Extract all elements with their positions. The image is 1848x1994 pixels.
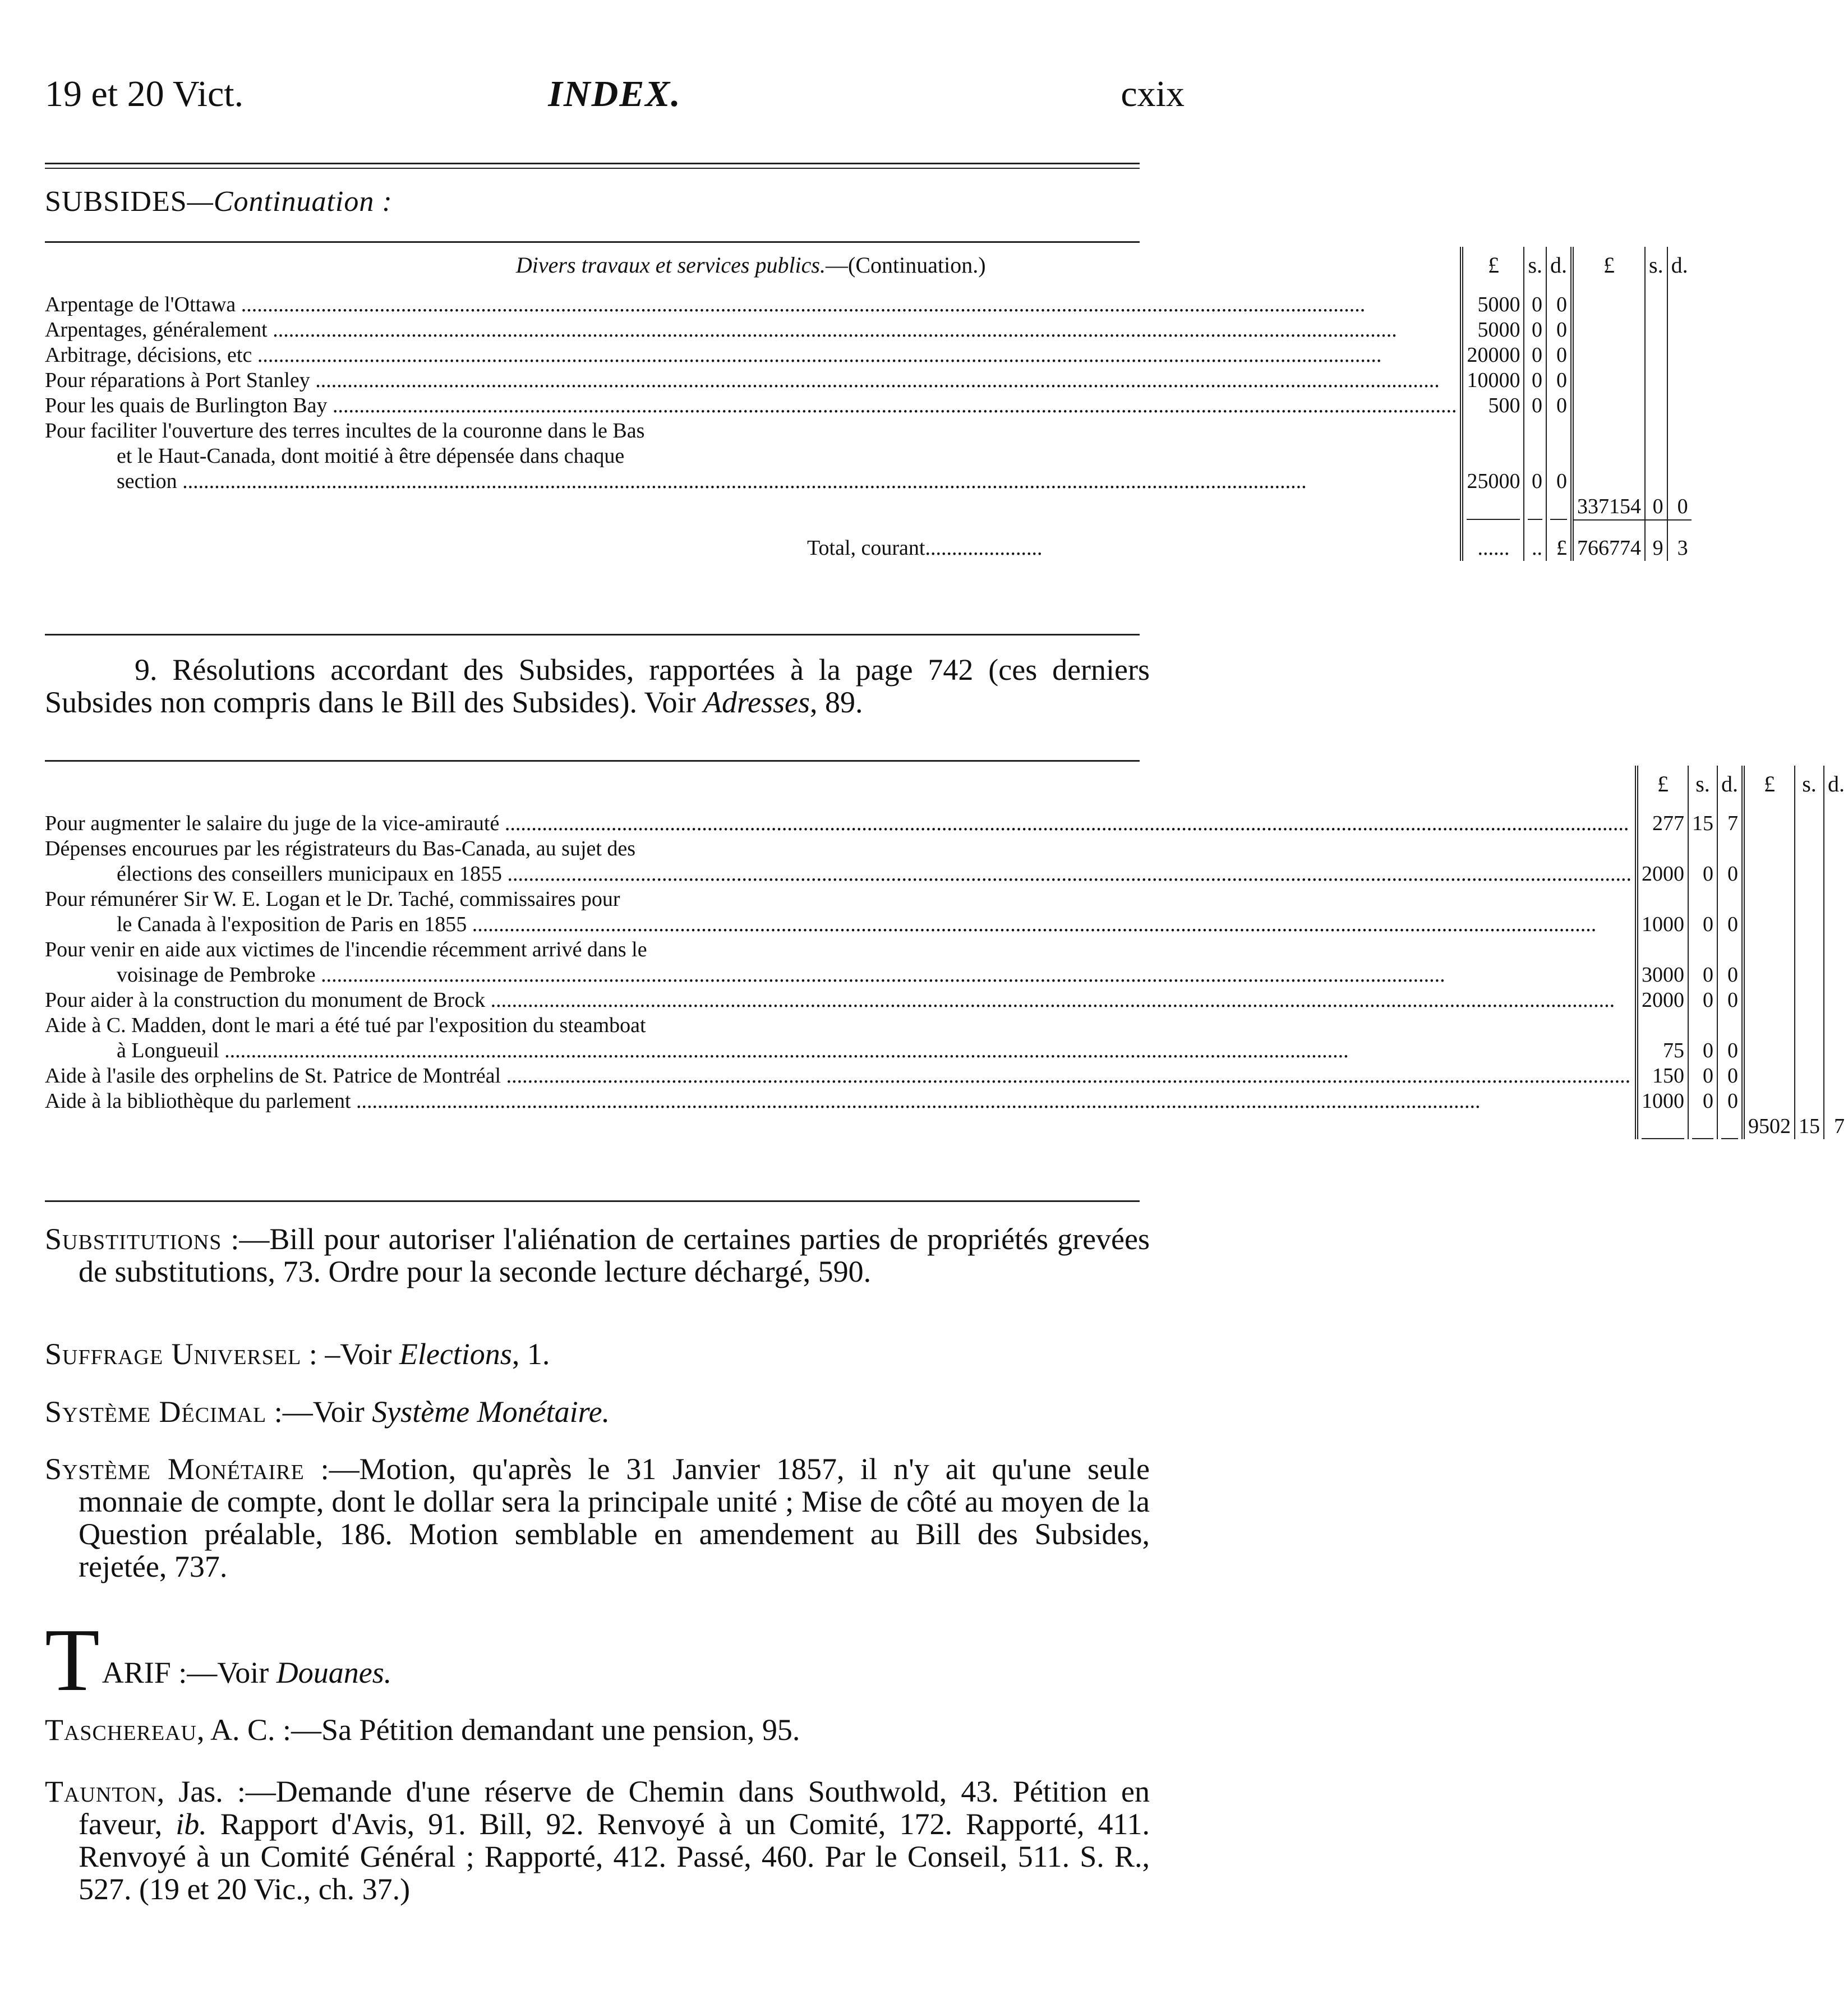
table2-bottom-rule [45, 1200, 1140, 1202]
table-row [45, 418, 1692, 444]
entry-taunton: Taunton, Jas. :—Demande d'une réserve de Chemin dans Southwold, 43. Pétition en faveur, ib. Rapport d'Avis, 91. Bill, 92. Renvoyé à un Comité, 172. Rapporté, 411. Renvoyé à un Comité Général ; Rapporté, 412. Passé, 460. Par le Conseil, 511. S. R., 527. (19 et 20 Vic., ch. 37.) [45, 1775, 1150, 1906]
row-amount-shillings: 15 [1688, 811, 1717, 836]
col-shillings: s. [1524, 247, 1546, 292]
col-shillings-total: s. [1645, 247, 1667, 292]
header-title: INDEX. [548, 73, 681, 114]
table-row [45, 1038, 1848, 1063]
col-pounds: £ [1462, 247, 1524, 292]
total-shillings: 9 [1645, 520, 1667, 561]
row-description: le Canada à l'exposition de Paris en 1855 ..... [45, 912, 1632, 937]
subtotal-pounds: 337154 [1572, 494, 1645, 520]
col-pence: d. [1546, 247, 1572, 292]
entry-systeme-decimal: Système Décimal :—Voir Système Monétaire. [45, 1395, 610, 1429]
table-row [45, 963, 1848, 988]
row-amount-pounds: 150 [1637, 1063, 1688, 1089]
table-row [45, 1089, 1848, 1114]
row-amount-shillings: 0 [1688, 1038, 1717, 1063]
row-amount-pounds: 5000 [1462, 317, 1524, 343]
row-amount-pence: 0 [1546, 368, 1572, 393]
table-row [45, 393, 1692, 418]
table-row [45, 1063, 1848, 1089]
row-amount-shillings: 0 [1688, 912, 1717, 937]
row-description: Aide à C. Madden, dont le mari a été tué par l'exposition du steamboat [45, 1014, 646, 1037]
total-label: Total, courant [807, 536, 925, 560]
table-row [45, 811, 1848, 836]
table2-subtotal-shillings: 15 [1795, 1114, 1824, 1139]
subsides-table-1 [45, 247, 1692, 561]
entry-tarif: T ARIF :—Voir Douanes. [45, 1610, 392, 1710]
entry-systeme-monetaire: Système Monétaire :—Motion, qu'après le 31 Janvier 1857, il n'y ait qu'une seule monnaie de compte, dont le dollar sera la principale unité ; Mise de côté au moyen de la Question préalable, 186. Motion semblable en amendement au Bill des Subsides, rejetée, 737. [45, 1452, 1150, 1583]
row-amount-pence: 7 [1717, 811, 1743, 836]
table-row [45, 469, 1692, 494]
table2-subtotal-pence: 7 [1824, 1114, 1848, 1139]
subtotal-pence: 0 [1667, 494, 1692, 520]
row-amount-pounds: 3000 [1637, 963, 1688, 988]
entry-taschereau: Taschereau, A. C. :—Sa Pétition demandant une pension, 95. [45, 1713, 800, 1747]
row-description: Dépenses encourues par les régistrateurs du Bas-Canada, au sujet des [45, 837, 636, 860]
section-continuation: —Continuation : [187, 186, 393, 218]
row-amount-pence: 0 [1717, 1063, 1743, 1089]
row-amount-pounds: 2000 [1637, 862, 1688, 887]
table2-header-row: £ s. d. £ s. d. [45, 766, 1848, 811]
row-amount-shillings: 0 [1524, 393, 1546, 418]
table2-subtotal-row [45, 1114, 1848, 1139]
row-amount-shillings: 0 [1688, 963, 1717, 988]
running-header [45, 73, 1185, 123]
row-description: Pour rémunérer Sir W. E. Logan et le Dr. Taché, commissaires pour [45, 887, 620, 911]
table-row [45, 1013, 1848, 1038]
header-rule [45, 163, 1140, 169]
table-row [45, 368, 1692, 393]
col-pence-total: d. [1667, 247, 1692, 292]
link-adresses: Adresses [703, 685, 810, 719]
table2-top-rule [45, 760, 1140, 762]
subsides-table-2 [45, 766, 1848, 1139]
header-session: 19 et 20 Vict. [45, 73, 244, 114]
row-amount-shillings: 0 [1688, 1089, 1717, 1114]
table-row [45, 988, 1848, 1013]
row-description: Arbitrage, décisions, etc ..... [45, 343, 1457, 368]
entry-suffrage-universel: Suffrage Universel : –Voir Elections, 1. [45, 1337, 550, 1371]
total-currency: £ [1546, 520, 1572, 561]
total-dots: ...... [1462, 520, 1524, 561]
row-amount-pence: 0 [1546, 317, 1572, 343]
row-amount-pounds: 500 [1462, 393, 1524, 418]
table-row [45, 912, 1848, 937]
table2-body [45, 811, 1848, 1114]
row-amount-shillings: 0 [1688, 862, 1717, 887]
total-pence: 3 [1667, 520, 1692, 561]
row-amount-pence: 0 [1717, 988, 1743, 1013]
row-amount-shillings: 0 [1688, 988, 1717, 1013]
link-elections: Elections [399, 1337, 512, 1371]
row-description: Aide à l'asile des orphelins de St. Patrice de Montréal ..... [45, 1063, 1632, 1089]
row-description: Pour faciliter l'ouverture des terres incultes de la couronne dans le Bas [45, 419, 645, 443]
row-amount-shillings: 0 [1524, 469, 1546, 494]
table1-subtotal-row [45, 494, 1692, 520]
table-row [45, 937, 1848, 963]
row-amount-pence: 0 [1717, 1038, 1743, 1063]
row-amount-pounds: 75 [1637, 1038, 1688, 1063]
row-amount-pounds: 20000 [1462, 343, 1524, 368]
row-description: section ..... [45, 469, 1457, 494]
table-row [45, 292, 1692, 317]
row-amount-shillings: 0 [1688, 1063, 1717, 1089]
row-amount-pounds: 5000 [1462, 292, 1524, 317]
row-description: Pour réparations à Port Stanley ..... [45, 368, 1457, 393]
row-description: élections des conseillers municipaux en 1855 ..... [45, 862, 1632, 887]
table-row [45, 887, 1848, 912]
row-amount-pounds: 2000 [1637, 988, 1688, 1013]
resolution-9-paragraph: 9. Résolutions accordant des Subsides, rapportées à la page 742 (ces derniers Subsides non compris dans le Bill des Subsides). Voir Adresses, 89. [45, 653, 1150, 719]
table1-bottom-rule [45, 634, 1140, 635]
dropcap-t: T [45, 1610, 100, 1710]
row-amount-pounds: 1000 [1637, 1089, 1688, 1114]
subtotal-shillings: 0 [1645, 494, 1667, 520]
row-amount-pounds: 10000 [1462, 368, 1524, 393]
total-pounds: 766774 [1572, 520, 1645, 561]
row-description: Pour aider à la construction du monument de Brock ..... [45, 988, 1632, 1013]
link-systeme-monetaire: Système Monétaire. [372, 1395, 610, 1429]
section-rule [45, 241, 1140, 243]
row-amount-pence: 0 [1717, 862, 1743, 887]
table-row [45, 862, 1848, 887]
row-amount-pence: 0 [1717, 963, 1743, 988]
row-amount-pounds: 1000 [1637, 912, 1688, 937]
row-amount-pounds: 277 [1637, 811, 1688, 836]
row-description: Pour venir en aide aux victimes de l'incendie récemment arrivé dans le [45, 938, 647, 961]
table2-subtotal-pounds: 9502 [1743, 1114, 1795, 1139]
row-amount-pounds: 25000 [1462, 469, 1524, 494]
col-pounds-total: £ [1572, 247, 1645, 292]
row-description: Arpentage de l'Ottawa ..... [45, 292, 1457, 317]
entry-substitutions: Substitutions :—Bill pour autoriser l'aliénation de certaines parties de propriétés grevées de substitutions, 73. Ordre pour la seconde lecture déchargé, 590. [45, 1222, 1150, 1288]
row-amount-pence: 0 [1546, 393, 1572, 418]
table-row [45, 836, 1848, 862]
table1-heading: Divers travaux et services publics.—(Continuation.) [515, 252, 986, 278]
table-row [45, 444, 1692, 469]
row-description: Aide à la bibliothèque du parlement ..... [45, 1089, 1632, 1114]
table-row [45, 343, 1692, 368]
row-amount-pence: 0 [1546, 469, 1572, 494]
row-amount-shillings: 0 [1524, 292, 1546, 317]
row-description: Pour augmenter le salaire du juge de la vice-amirauté ..... [45, 811, 1632, 836]
row-description: voisinage de Pembroke ..... [45, 963, 1632, 988]
row-amount-shillings: 0 [1524, 343, 1546, 368]
row-amount-shillings: 0 [1524, 368, 1546, 393]
row-description: et le Haut-Canada, dont moitié à être dépensée dans chaque [117, 444, 625, 468]
row-amount-pence: 0 [1717, 912, 1743, 937]
row-description: Pour les quais de Burlington Bay ..... [45, 393, 1457, 418]
row-amount-pence: 0 [1546, 343, 1572, 368]
link-douanes: Douanes. [276, 1656, 392, 1689]
row-description: à Longueuil ..... [45, 1038, 1632, 1063]
table-row [45, 317, 1692, 343]
table1-total-row: Total, courant...................... ...... .. £ 766774 9 3 [45, 520, 1692, 561]
row-amount-pence: 0 [1717, 1089, 1743, 1114]
table1-header-row [45, 247, 1692, 292]
row-amount-shillings: 0 [1524, 317, 1546, 343]
row-description: Arpentages, généralement ..... [45, 317, 1457, 343]
section-title: SUBSIDES—Continuation : [45, 186, 393, 218]
header-page-number: cxix [1121, 73, 1185, 114]
row-amount-pence: 0 [1546, 292, 1572, 317]
table1-body [45, 292, 1692, 494]
